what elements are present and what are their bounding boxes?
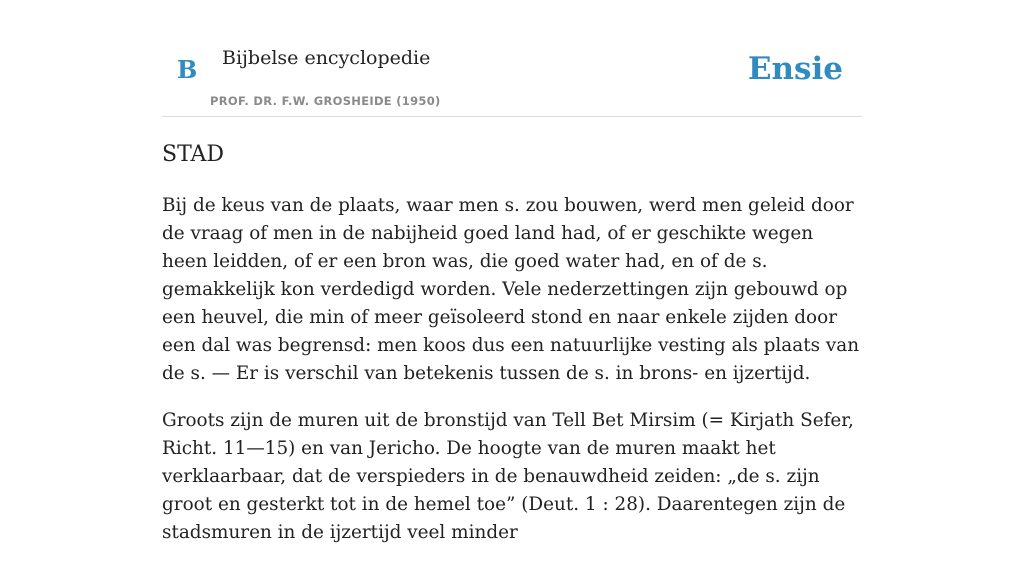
- encyclopedia-author: PROF. DR. F.W. GROSHEIDE (1950): [210, 94, 441, 108]
- site-header: [162, 0, 862, 117]
- ensie-logo[interactable]: Ensie: [747, 51, 843, 87]
- entry-body: [162, 192, 862, 566]
- entry-title: STAD: [162, 142, 225, 167]
- encyclopedia-title-link[interactable]: Bijbelse encyclopedie: [222, 47, 431, 69]
- encyclopedia-logo-letter[interactable]: B: [177, 55, 198, 84]
- entry-paragraph: Bij de keus van de plaats, waar men s. zou bouwen, werd men geleid door de vraag of men in de nabijheid goed land had, of er geschikte wegen heen leidden, of er een bron was, die goed water had, en of de s. gemakkelijk kon verdedigd worden. Vele nederzettingen zijn gebouwd op een heuvel, die min of meer geïsoleerd stond en naar enkele zijden door een dal was begrensd: men koos dus een natuurlijke vesting als plaats van de s. — Er is verschil van betekenis tussen de s. in brons- en ijzertijd.: [162, 195, 860, 384]
- entry-paragraph: Groots zijn de muren uit de bronstijd van Tell Bet Mirsim (= Kirjath Sefer, Richt. 11—15) en van Jericho. De hoogte van de muren maakt het verklaarbaar, dat de verspieders in de benauwdheid zeiden: „de s. zijn groot en gesterkt tot in de hemel toe” (Deut. 1 : 28). Daarentegen zijn de stadsmuren in de ijzertijd veel minder: [162, 410, 854, 543]
